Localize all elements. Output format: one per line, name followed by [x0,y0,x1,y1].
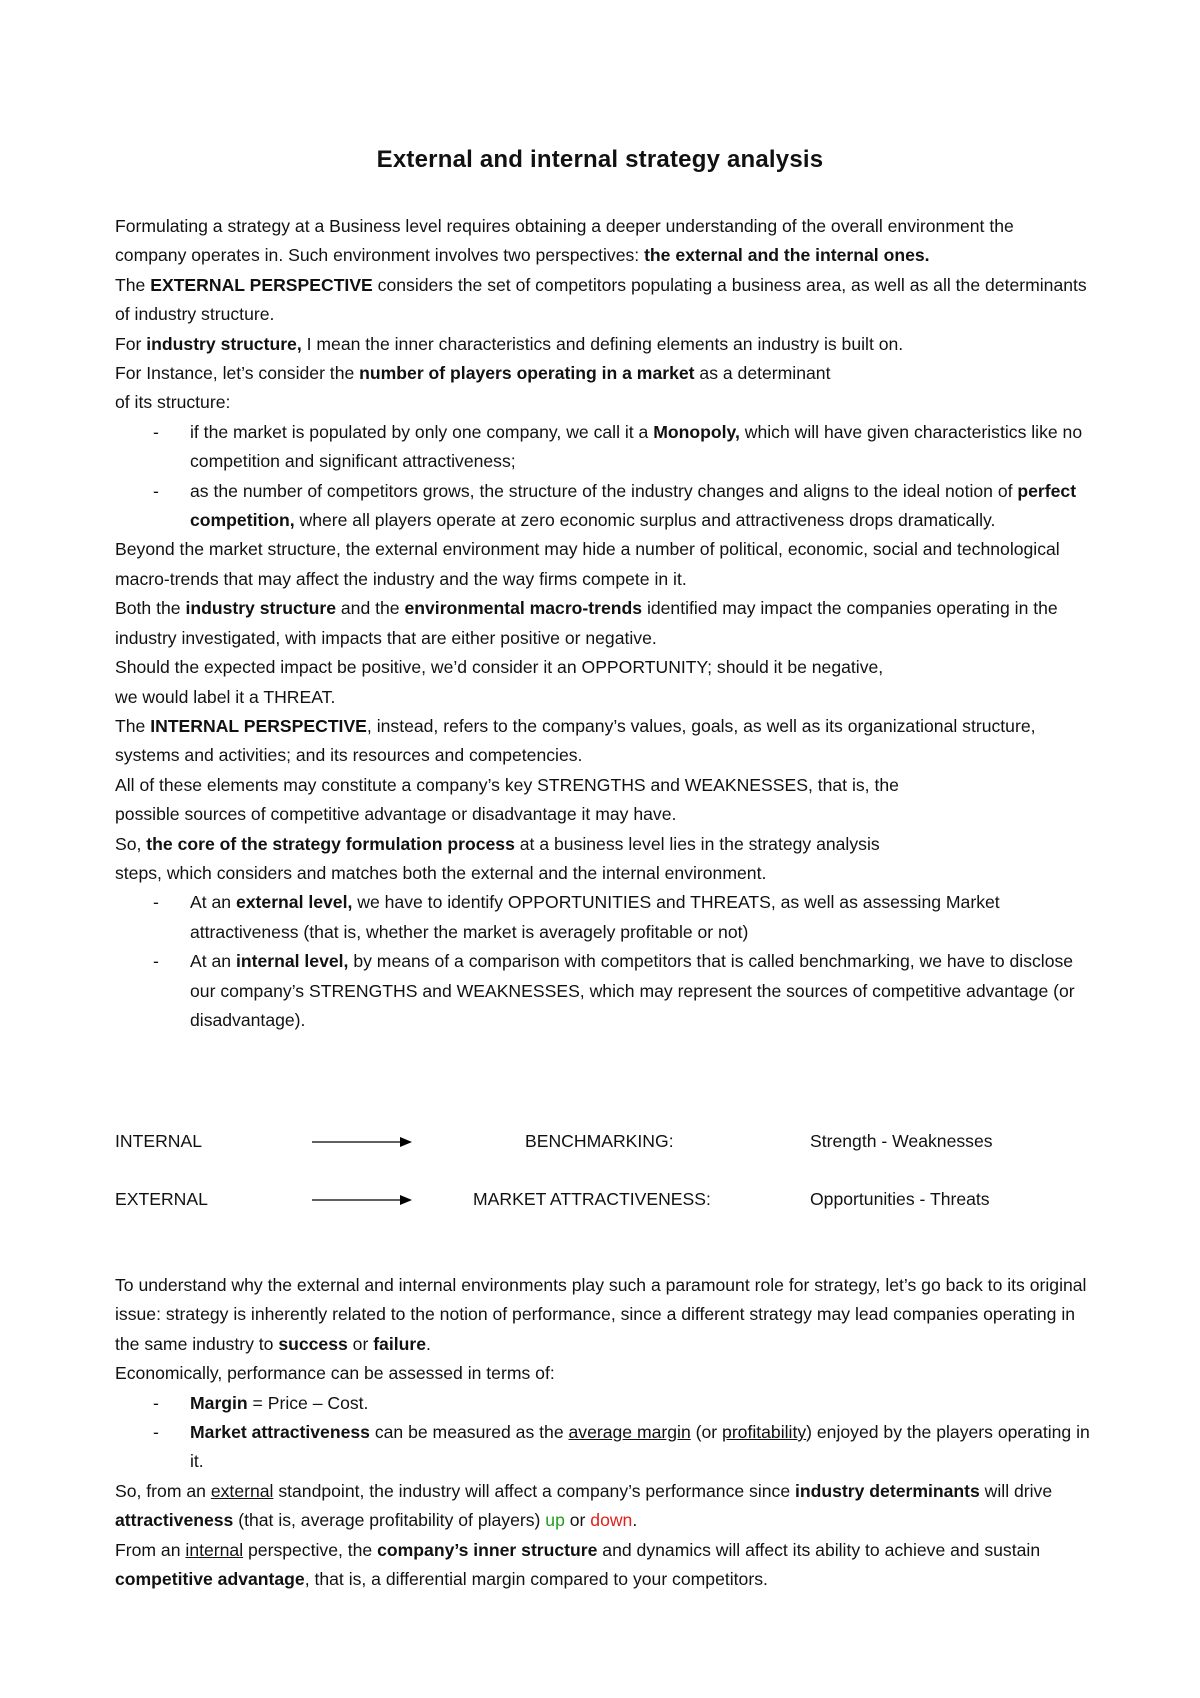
row-label: EXTERNAL [115,1189,208,1209]
paragraph-impacts: Both the industry structure and the environmental macro-trends identified may impact the companies operating in the industry investigated, with impacts that are either positive or negative. [115,598,1063,648]
row-result: Strength - Weaknesses [810,1131,993,1151]
section-intro [115,212,1090,1035]
down-label: down [590,1510,633,1531]
up-label: up [545,1510,565,1531]
paragraph-internal-perspective-2: From an internal perspective, the company’s inner structure and dynamics will affect its ability to achieve and sustain competitive advantage, that is, a differential margin compared to your competitors. [115,1539,1045,1590]
paragraph-for-instance: For Instance, let’s consider the number of players operating in a market as a determinant of its structure: [115,363,831,413]
list-item: - if the market is populated by only one company, we call it a Monopoly, which will have given characteristics like no competition and significant attractiveness; [115,418,1090,477]
row-result: Opportunities - Threats [810,1189,990,1209]
row-label: INTERNAL [115,1131,203,1151]
paragraph-industry-structure: For industry structure, I mean the inner characteristics and defining elements an industry is built on. [115,333,904,354]
list-item: - At an internal level, by means of a comparison with competitors that is called benchmarking, we have to disclose our company’s STRENGTHS and WEAKNESSES, which may represent the sources of competitive advantage (or disadvantage). [115,947,1090,1035]
list-item: - Margin = Price – Cost. [115,1389,1090,1418]
paragraph-internal-perspective: The INTERNAL PERSPECTIVE, instead, refers to the company’s values, goals, as well as its organizational structure, systems and activities; and its resources and competencies. [115,715,1041,766]
paragraph-core-process: So, the core of the strategy formulation process at a business level lies in the strategy analysis steps, which considers and matches both the external and the internal environment. [115,833,880,883]
arrow-right-icon [312,1136,412,1148]
paragraph-external-perspective: The EXTERNAL PERSPECTIVE considers the set of competitors populating a business area, as well as all the determinants of industry structure. [115,274,1092,325]
row-category: BENCHMARKING: [525,1131,674,1151]
paragraph-macro-trends: Beyond the market structure, the external environment may hide a number of political, economic, social and technological macro-trends that may affect the industry and the way firms compete in it. [115,539,1060,589]
page-title: External and internal strategy analysis [376,146,824,173]
paragraph-opportunity-threat: Should the expected impact be positive, we’d consider it an OPPORTUNITY; should it be negative, we would label it a THREAT. [115,657,884,707]
section-performance [115,1271,1095,1594]
summary-row-internal [0,1126,1200,1156]
paragraph-strengths-weaknesses: All of these elements may constitute a company’s key STRENGTHS and WEAKNESSES, that is, the possible sources of competitive advantage or disadvantage it may have. [115,774,899,825]
list-item: - Market attractiveness can be measured as the average margin (or profitability) enjoyed by the players operating in it. [115,1418,1090,1477]
list-item: - At an external level, we have to identify OPPORTUNITIES and THREATS, as well as assessing Market attractiveness (that is, whether the market is averagely profitable or not) [115,888,1090,947]
paragraph-external-standpoint: So, from an external standpoint, the industry will affect a company’s performance since industry determinants will drive attractiveness (that is, average profitability of players) up or down. [115,1480,1058,1531]
bullet-list-levels [115,888,1090,1035]
paragraph-intro: Formulating a strategy at a Business level requires obtaining a deeper understanding of the overall environment the company operates in. Such environment involves two perspectives: the external and the internal ones. [115,216,1019,266]
row-category: MARKET ATTRACTIVENESS: [473,1189,711,1209]
paragraph-economically: Economically, performance can be assessed in terms of: [115,1363,555,1384]
list-item: - as the number of competitors grows, the structure of the industry changes and aligns to the ideal notion of perfect competition, where all players operate at zero economic surplus and attractiveness drops dramatically. [115,477,1090,536]
summary-row-external [0,1184,1200,1214]
arrow-right-icon [312,1194,412,1206]
bullet-list-performance [115,1389,1095,1477]
paragraph-understand: To understand why the external and internal environments play such a paramount role for strategy, let’s go back to its original issue: strategy is inherently related to the notion of performance, since a different strategy may lead companies operating in the same industry to success or failure. [115,1275,1092,1354]
bullet-list-market [115,418,1090,536]
